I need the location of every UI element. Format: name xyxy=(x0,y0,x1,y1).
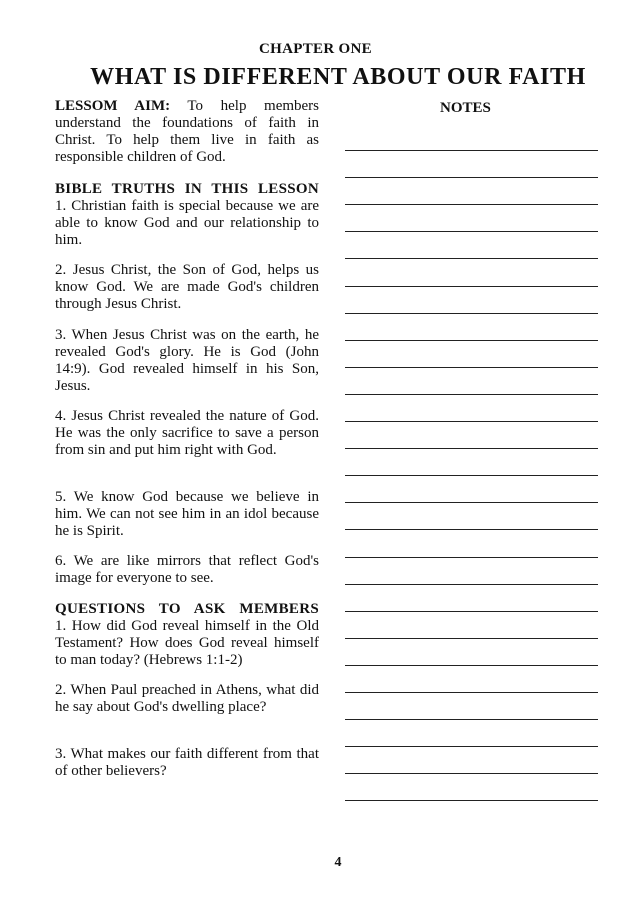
note-line xyxy=(345,638,598,639)
notes-heading: NOTES xyxy=(440,100,491,116)
note-line xyxy=(345,692,598,693)
note-line xyxy=(345,773,598,774)
note-line xyxy=(345,421,598,422)
question-item: 2. When Paul preached in Athens, what did he say about God's dwelling place? xyxy=(55,682,319,715)
truth-item: 3. When Jesus Christ was on the earth, he revealed God's glory. He is God (John 14:9). God revealed himself in his Son, Jesus. xyxy=(55,327,319,394)
note-line xyxy=(345,665,598,666)
note-line xyxy=(345,394,598,395)
page-number: 4 xyxy=(334,855,342,870)
note-line xyxy=(345,150,598,151)
note-line xyxy=(345,557,598,558)
truth-item: 4. Jesus Christ revealed the nature of God. He was the only sacrifice to save a person from sin and put him right with God. xyxy=(55,408,319,458)
bible-truths-heading: BIBLE TRUTHS IN THIS LESSON xyxy=(55,181,319,197)
note-line xyxy=(345,313,598,314)
note-line xyxy=(345,719,598,720)
truth-item: 2. Jesus Christ, the Son of God, helps us know God. We are made God's children through Jesus Christ. xyxy=(55,262,319,312)
questions-heading: QUESTIONS TO ASK MEMBERS xyxy=(55,601,319,617)
note-line xyxy=(345,746,598,747)
note-line xyxy=(345,231,598,232)
note-line xyxy=(345,800,598,801)
note-line xyxy=(345,529,598,530)
note-line xyxy=(345,340,598,341)
truth-item: 5. We know God because we believe in him. We can not see him in an idol because he is Spirit. xyxy=(55,489,319,539)
note-line xyxy=(345,502,598,503)
note-line xyxy=(345,611,598,612)
page-title: WHAT IS DIFFERENT ABOUT OUR FAITH xyxy=(90,64,586,90)
note-line xyxy=(345,448,598,449)
lesson-aim-label: LESSOM AIM: xyxy=(55,98,171,114)
note-line xyxy=(345,286,598,287)
note-line xyxy=(345,258,598,259)
lesson-aim xyxy=(55,98,319,166)
note-line xyxy=(345,177,598,178)
note-line xyxy=(345,475,598,476)
truth-item: 1. Christian faith is special because we are able to know God and our relationship to him. xyxy=(55,198,319,248)
question-item: 3. What makes our faith different from that of other believers? xyxy=(55,746,319,779)
truth-item: 6. We are like mirrors that reflect God's image for everyone to see. xyxy=(55,553,319,586)
note-line xyxy=(345,584,598,585)
note-line xyxy=(345,367,598,368)
lesson-aim-text: To help members understand the foundations of faith in Christ. To help them live in faith as responsible children of God. xyxy=(55,98,320,165)
chapter-label: CHAPTER ONE xyxy=(259,41,372,57)
question-item: 1. How did God reveal himself in the Old Testament? How does God reveal himself to man today? (Hebrews 1:1-2) xyxy=(55,618,319,668)
note-line xyxy=(345,204,598,205)
